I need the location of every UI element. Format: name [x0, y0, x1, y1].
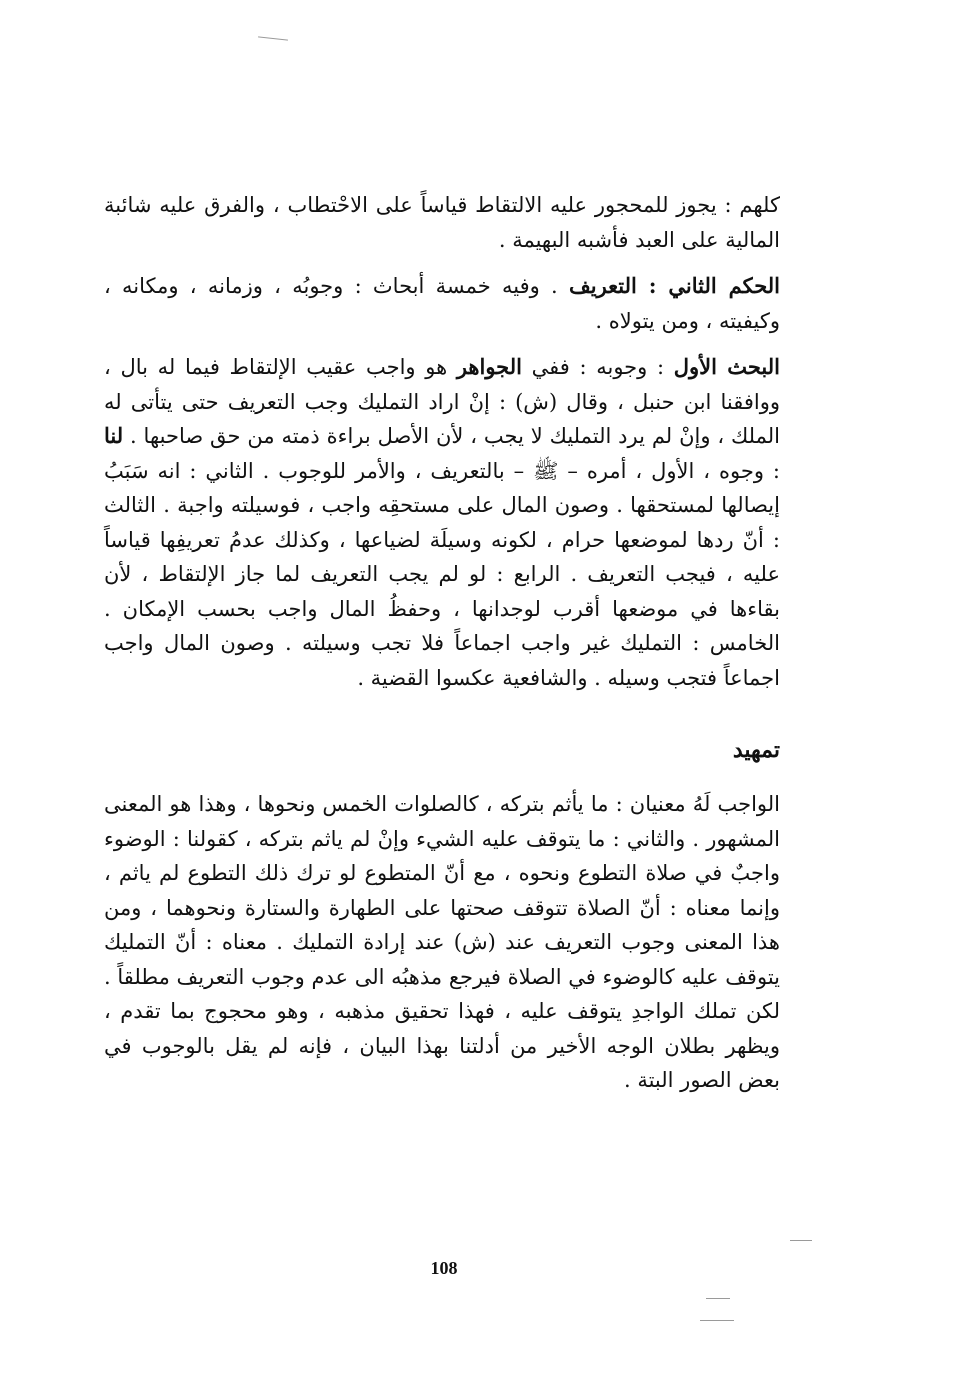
page-number: 108	[430, 1258, 458, 1278]
scan-mark	[258, 36, 288, 40]
inquiry-text-b: هو واجب عقيب الإلتقاط فيما له بال ، ووافقنا ابن حنبل ، وقال (ش) : إنْ اراد التمليك وجب التعريف حتى يتأتى له الملك ، وإنْ لم يرد التمليك لا يجب ، لأن الأصل براءة ذمته من حق صاحبها .	[104, 355, 780, 448]
proof-word: لنا	[104, 423, 124, 448]
source-name: الجواهر	[456, 354, 522, 379]
ruling-heading: الحكم الثاني : التعريف	[568, 273, 781, 298]
paragraph-preface: الواجب لَهُ معنيان : ما يأثم بتركه ، كالصلوات الخمس ونحوها ، وهذا هو المعنى المشهور . والثاني : ما يتوقف عليه الشيء وإنْ لم ياثم بتركه ، كقولنا : الوضوء واجبٌ في صلاة التطوع ونحوه ، مع أنّ المتطوع لو ترك ذلك التطوع لم ياثم ، وإنما معناه : أنّ الصلاة تتوقف صحتها على الطهارة والستارة ونحوهما ، ومن هذا المعنى وجوب التعريف عند (ش) عند إرادة التمليك . معناه : أنّ التمليك يتوقف عليه كالوضوء في الصلاة فيرجع مذهبُه الى عدم وجوب التعريف مطلقاً . لكن تملك الواجدِ يتوقف عليه ، فهذا تحقيق مذهبه ، وهو محجوج بما تقدم ، ويظهر بطلان الوجه الأخير من أدلتنا بهذا البيان ، فإنه لم يقل بالوجوب في بعض الصور البتة .	[104, 792, 781, 1092]
paragraph-first-inquiry	[104, 350, 780, 695]
paragraph-ruling-two	[104, 269, 780, 338]
scan-mark	[706, 1298, 730, 1299]
inquiry-text-a: : وجوبه : ففي	[521, 355, 674, 379]
scan-mark	[700, 1320, 734, 1321]
section-heading: تمهيد	[732, 737, 780, 763]
scan-mark	[790, 1240, 812, 1241]
page-body	[104, 188, 780, 1098]
inquiry-text-c: : وجوه ، الأول ، أمره – ﷺ – بالتعريف ، والأمر للوجوب . الثاني : انه سَبَبُ إيصالها لمستحقها . وصون المال على مستحقِه واجب ، فوسيلته واجبة . الثالث : أنّ ردها لموضعها حرام ، لكونه وسيلَة لضياعها ، وكذلك عدمُ تعريفِها قياساً عليه ، فيجب التعريف . الرابع : لو لم يجب التعريف لما جاز الإلتقاط ، لأن بقاءها في موضعها أقرب لوجدانها ، وحفظُ المال واجب بحسب الإمكان . الخامس : التمليك غير واجب اجماعاً فلا تجب وسيلته . وصون المال واجب اجماعاً فتجب وسيله . والشافعية عكسوا القضية .	[104, 458, 780, 690]
paragraph-intro: كلهم : يجوز للمحجور عليه الالتقاط قياساً على الاحْتطاب ، والفرق عليه شائبة المالية على العبد فأشبه البهيمة .	[104, 193, 780, 252]
ruling-text: . وفيه خمسة أبحاث : وجوبُه ، وزمانه ، ومكانه ، وكيفيته ، ومن يتولاه .	[104, 274, 780, 333]
inquiry-heading: البحث الأول	[673, 354, 780, 379]
